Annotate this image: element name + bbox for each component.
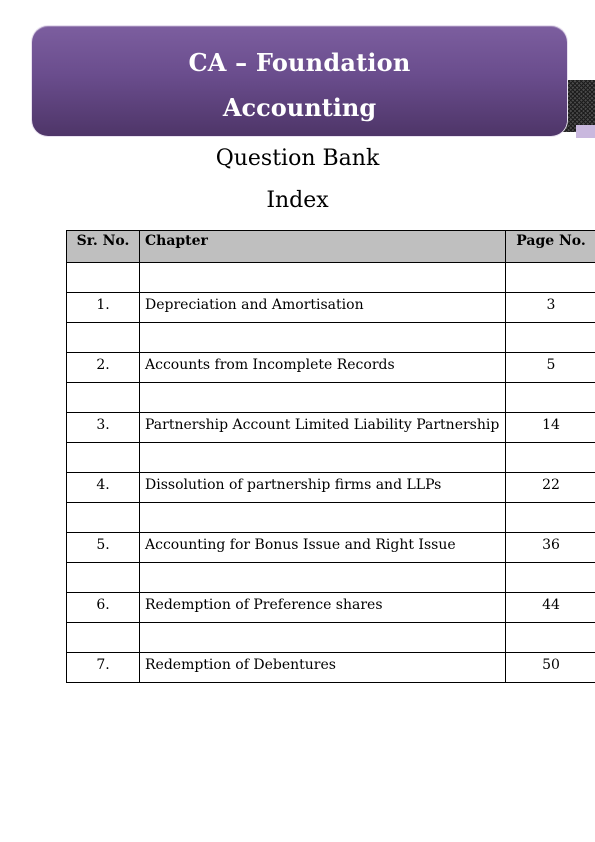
spacer-row <box>67 383 595 413</box>
header-chapter: Chapter <box>140 231 506 263</box>
table-row <box>67 473 595 503</box>
row-sr-no: 4. <box>67 473 140 503</box>
row-chapter: Redemption of Preference shares <box>140 593 506 623</box>
row-chapter: Depreciation and Amortisation <box>140 293 506 323</box>
table-header-row <box>67 231 595 263</box>
row-sr-no: 1. <box>67 293 140 323</box>
index-table <box>66 230 595 683</box>
row-sr-no: 5. <box>67 533 140 563</box>
table-row <box>67 533 595 563</box>
row-sr-no: 6. <box>67 593 140 623</box>
spacer-row <box>67 563 595 593</box>
spacer-row <box>67 623 595 653</box>
row-chapter: Dissolution of partnership firms and LLPs <box>140 473 506 503</box>
index-heading: Index <box>266 188 329 213</box>
spacer-row <box>67 443 595 473</box>
spacer-row <box>67 503 595 533</box>
title-banner <box>32 26 567 136</box>
row-page-no: 22 <box>506 473 595 503</box>
spacer-row <box>67 323 595 353</box>
banner-tab <box>576 125 595 138</box>
table-row <box>67 593 595 623</box>
header-sr-no: Sr. No. <box>67 231 140 263</box>
row-chapter: Redemption of Debentures <box>140 653 506 683</box>
row-sr-no: 7. <box>67 653 140 683</box>
spacer-row <box>67 263 595 293</box>
row-page-no: 44 <box>506 593 595 623</box>
row-page-no: 36 <box>506 533 595 563</box>
row-chapter: Accounting for Bonus Issue and Right Issue <box>140 533 506 563</box>
row-page-no: 14 <box>506 413 595 443</box>
row-page-no: 5 <box>506 353 595 383</box>
row-chapter: Accounts from Incomplete Records <box>140 353 506 383</box>
table-row <box>67 353 595 383</box>
row-sr-no: 3. <box>67 413 140 443</box>
row-page-no: 3 <box>506 293 595 323</box>
banner-title-subject: Accounting <box>222 93 377 122</box>
document-subtitle: Question Bank <box>215 146 380 171</box>
banner-title-course: CA – Foundation <box>188 48 411 77</box>
table-row <box>67 653 595 683</box>
row-chapter: Partnership Account Limited Liability Partnership <box>140 413 506 443</box>
row-page-no: 50 <box>506 653 595 683</box>
table-row <box>67 413 595 443</box>
row-sr-no: 2. <box>67 353 140 383</box>
table-row <box>67 293 595 323</box>
header-page-no: Page No. <box>506 231 595 263</box>
